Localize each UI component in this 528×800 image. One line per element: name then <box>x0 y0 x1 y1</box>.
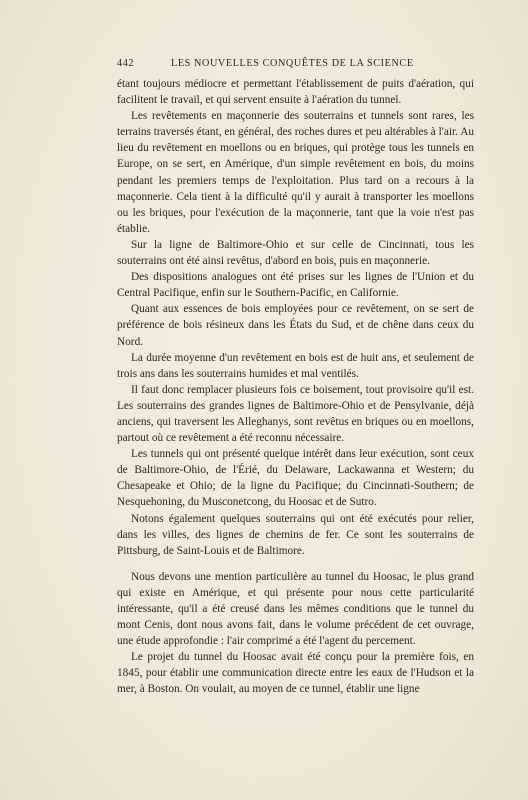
paragraph: Quant aux essences de bois employées pour ce revêtement, on se sert de préférence de bois résineux dans les États du Sud, et de chêne dans ceux du Nord. <box>117 303 474 348</box>
page-header <box>117 58 474 72</box>
paragraph: Les tunnels qui ont présenté quelque intérêt dans leur exécution, sont ceux de Baltimore-Ohio, de l'Érié, du Delaware, Lackawanna et Western; du Chesapeake et Ohio; de la ligne du Pacifique; du Cincinnati-Southern; de Nesquehoning, du Musconetcong, du Hoosac et de Sutro. <box>117 448 474 509</box>
paragraph: Notons également quelques souterrains qui ont été exécutés pour relier, dans les villes, des lignes de chemins de fer. Ce sont les souterrains de Pittsburg, de Saint-Louis et de Baltimore. <box>117 512 474 557</box>
paragraph: Nous devons une mention particulière au tunnel du Hoosac, le plus grand qui existe en Amérique, et qui présente pour nous cette particularité intéressante, qu'il a été creusé dans les mêmes conditions que le tunnel du mont Cenis, dont nous avons fait, dans le volume précédent de cet ouvrage, une étude approfondie : l'air comprimé a été l'agent du percement. <box>117 570 474 648</box>
paragraph: étant toujours médiocre et permettant l'établissement de puits d'aération, qui facilitent le travail, et qui servent ensuite à l'aération du tunnel. <box>117 78 474 107</box>
paragraph: Le projet du tunnel du Hoosac avait été conçu pour la première fois, en 1845, pour établir une communication directe entre les eaux de l'Hudson et la mer, à Boston. On voulait, au moyen de ce tunnel, établir une ligne <box>117 651 474 696</box>
paragraph: Sur la ligne de Baltimore-Ohio et sur celle de Cincinnati, tous les souterrains ont été ainsi revêtus, d'abord en bois, puis en maçonnerie. <box>117 238 474 268</box>
paragraph: Les revêtements en maçonnerie des souterrains et tunnels sont rares, les terrains traversés étant, en général, des roches dures et peu altérables à l'air. Au lieu du revêtement en moellons ou en briques, qui protège tous les tunnels en Europe, on se sert, en Amérique, d'un simple revêtement en bois, du moins pendant les premiers temps de l'exploitation. Plus tard on a recours à la maçonnerie. Cela tient à la difficulté qu'il y aurait à transporter les moellons ou les briques, pour l'exécution de la maçonnerie, tant que la voie n'est pas établie. <box>117 110 474 235</box>
paragraph: Il faut donc remplacer plusieurs fois ce boisement, tout provisoire qu'il est. Les souterrains des grandes lignes de Baltimore-Ohio et de Pensylvanie, déjà anciens, qui traversent les Alleghanys, sont revêtus en briques ou en moellons, partout où ce revêtement a été reconnu nécessaire. <box>117 383 474 445</box>
paragraph: Des dispositions analogues ont été prises sur les lignes de l'Union et du Central Pacifique, enfin sur le Southern-Pacific, en Californie. <box>117 271 474 300</box>
page-number: 442 <box>117 58 135 69</box>
paragraph: La durée moyenne d'un revêtement en bois est de huit ans, et seulement de trois ans dans les souterrains humides et mal ventilés. <box>117 351 474 380</box>
running-title: LES NOUVELLES CONQUÊTES DE LA SCIENCE <box>171 58 414 69</box>
body-text <box>117 76 474 698</box>
